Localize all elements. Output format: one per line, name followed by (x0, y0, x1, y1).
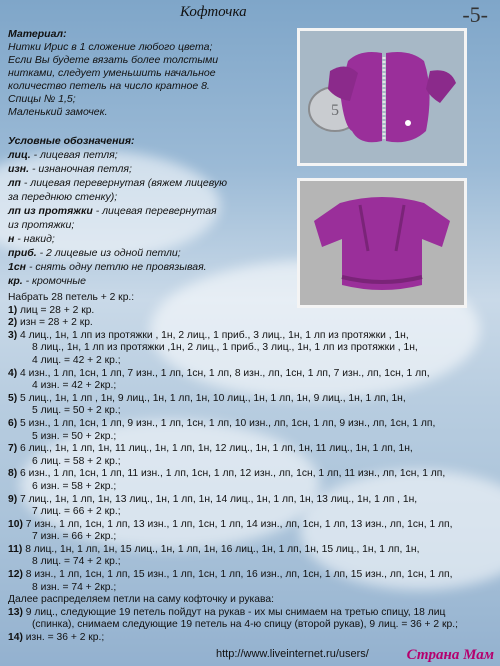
row-number: 12) (8, 569, 26, 581)
legend-item (8, 274, 288, 288)
row-number: 13) (8, 606, 26, 618)
legend-item (8, 162, 288, 176)
legend-item (8, 218, 288, 232)
photo-sweater-with-coin (297, 28, 467, 166)
row-text: 4 лиц., 1н, 1 лп из протяжки , 1н, 2 лиц., 1 приб., 3 лиц., 1н, 1 лп из протяжки , 1н, (20, 329, 409, 341)
legend-item (8, 246, 288, 260)
instruction-row (8, 405, 492, 418)
row-text: 5 изн. = 50 + 2кр.; (32, 430, 117, 442)
instruction-row (8, 506, 492, 519)
legend-term: изн. (8, 163, 30, 175)
row-text: 4 лиц. = 42 + 2 кр.; (32, 354, 121, 366)
materials-line: Если Вы будете вязать более толстыми (8, 54, 219, 66)
materials-line: Спицы № 1,5; (8, 93, 76, 105)
legend-desc: за переднюю стенку); (8, 191, 118, 203)
row-text: 6 лиц. = 58 + 2 кр.; (32, 455, 121, 467)
legend-term: н (8, 233, 15, 245)
instruction-row (8, 619, 492, 632)
row-text: лиц = 28 + 2 кр. (20, 304, 95, 316)
row-text: 8 изн. = 74 + 2кр.; (32, 581, 117, 593)
row-number: 14) (8, 632, 26, 644)
page-number: -5- (462, 2, 488, 27)
legend-desc: - кромочные (22, 275, 86, 287)
row-text: 7 лиц. = 66 + 2 кр.; (32, 506, 121, 518)
row-text: изн. = 36 + 2 кр.; (25, 632, 105, 644)
legend-desc: - лицевая петля; (30, 149, 118, 161)
instruction-row (8, 481, 492, 494)
instruction-row (8, 582, 492, 595)
row-text: 4 изн., 1 лп, 1сн, 1 лп, 7 изн., 1 лп, 1сн, 1 лп, 8 изн., лп, 1сн, 1 лп, 7 изн., лп, 1сн, 1 лп, (20, 367, 430, 379)
instruction-row (8, 494, 492, 507)
row-text: 9 лиц., следующие 19 петель пойдут на рукав - их мы снимаем на третью спицу, 18 лиц (25, 606, 446, 618)
row-number: 10) (8, 518, 26, 530)
instruction-row (8, 607, 492, 620)
instruction-row (8, 468, 492, 481)
materials-line: количество петель на число кратное 8. (8, 80, 210, 92)
row-number: 11) (8, 543, 26, 555)
row-text: 7 лиц., 1н, 1 лп, 1н, 13 лиц., 1н, 1 лп, 1н, 14 лиц., 1н, 1 лп, 1н, 13 лиц., 1н, 1 лп , 1н, (20, 493, 418, 505)
legend-desc: - лицевая перевернутая (вяжем лицевую (20, 177, 228, 189)
instruction-row (8, 431, 492, 444)
row-number: 5) (8, 392, 21, 404)
legend-term: лиц. (8, 149, 31, 161)
instruction-row (8, 456, 492, 469)
legend-desc: - снять одну петлю не провязывая. (26, 261, 207, 273)
instruction-row (8, 531, 492, 544)
row-number: 4) (8, 367, 21, 379)
row-number: 1) (8, 304, 21, 316)
source-url[interactable]: http://www.liveinternet.ru/users/ (216, 648, 369, 660)
row-number: 8) (8, 468, 21, 480)
instruction-row (8, 317, 492, 330)
instruction-row (8, 368, 492, 381)
instruction-row (8, 330, 492, 343)
legend-heading: Условные обозначения: (8, 135, 135, 147)
legend-item (8, 204, 288, 218)
svg-text:5: 5 (331, 102, 339, 119)
row-text: 4 изн. = 42 + 2кр.; (32, 380, 117, 392)
row-number: 3) (8, 329, 21, 341)
legend-term: приб. (8, 247, 37, 259)
legend-desc: - изнаночная петля; (29, 163, 132, 175)
row-number: 9) (8, 493, 21, 505)
instruction-row (8, 569, 492, 582)
instruction-row (8, 443, 492, 456)
row-number: 7) (8, 443, 21, 455)
row-text: 8 лиц., 1н, 1 лп, 1н, 15 лиц., 1н, 1 лп, 1н, 16 лиц., 1н, 1 лп, 1н, 15 лиц., 1н, 1 лп, 1н, (25, 543, 420, 555)
instructions (8, 292, 492, 645)
legend-item (8, 148, 288, 162)
legend-item (8, 176, 288, 190)
legend-item (8, 232, 288, 246)
row-text: 8 лиц. = 74 + 2 кр.; (32, 556, 121, 568)
materials-heading: Материал: (8, 28, 67, 40)
materials-line: нитками, следует уменьшить начальное (8, 67, 216, 79)
legend-term: лп из протяжки (8, 205, 93, 217)
row-text: (спинка), снимаем следующие 19 петель на 4-ю спицу (второй рукав), 9 лиц. = 36 + 2 кр.; (32, 619, 458, 631)
legend-desc: из протяжки; (8, 219, 75, 231)
legend-item (8, 260, 288, 274)
row-number: 6) (8, 417, 21, 429)
row-text: 6 изн. = 58 + 2кр.; (32, 480, 117, 492)
materials-line: Нитки Ирис в 1 сложение любого цвета; (8, 41, 213, 53)
legend-term: лп (8, 177, 21, 189)
legend-item (8, 190, 288, 204)
row-text: 5 лиц., 1н, 1 лп , 1н, 9 лиц., 1н, 1 лп, 1н, 10 лиц., 1н, 1 лп, 1н, 9 лиц., 1н, 1 лп, 1н, (20, 392, 406, 404)
instruction-row (8, 632, 492, 645)
instructions-intro: Набрать 28 петель + 2 кр.: (8, 292, 135, 303)
row-text: изн = 28 + 2 кр. (20, 317, 93, 329)
distribution-note: Далее распределяем петли на саму кофточку и рукава: (8, 594, 274, 606)
instruction-row (8, 418, 492, 431)
row-text: 8 изн., 1 лп, 1сн, 1 лп, 15 изн., 1 лп, 1сн, 1 лп, 16 изн., лп, 1сн, 1 лп, 15 изн., лп, 1сн, 1 лп, (25, 569, 453, 581)
row-text: 8 лиц., 1н, 1 лп из протяжки ,1н, 2 лиц., 1 приб., 3 лиц., 1н, 1 лп из протяжки , 1н, (32, 342, 418, 354)
instruction-row (8, 342, 492, 355)
page-title: Кофточка (180, 4, 247, 20)
row-text: 6 лиц., 1н, 1 лп, 1н, 11 лиц., 1н, 1 лп, 1н, 12 лиц., 1н, 1 лп, 1н, 11 лиц., 1н, 1 лп, 1н, (20, 443, 413, 455)
legend-desc: - лицевая перевернутая (92, 205, 217, 217)
photo-sweater-back (297, 178, 467, 308)
row-text: 7 изн., 1 лп, 1сн, 1 лп, 13 изн., 1 лп, 1сн, 1 лп, 14 изн., лп, 1сн, 1 лп, 13 изн., лп, 1сн, 1 лп, (25, 518, 453, 530)
legend-desc: - накид; (14, 233, 55, 245)
instruction-row (8, 393, 492, 406)
legend-desc: - 2 лицевые из одной петли; (36, 247, 181, 259)
materials-line: Маленький замочек. (8, 106, 108, 118)
instruction-row (8, 305, 492, 318)
instruction-row (8, 380, 492, 393)
row-text: 7 изн. = 66 + 2кр.; (32, 531, 117, 543)
row-text: 5 лиц. = 50 + 2 кр.; (32, 405, 121, 417)
row-text: 5 изн., 1 лп, 1сн, 1 лп, 9 изн., 1 лп, 1сн, 1 лп, 10 изн., лп, 1сн, 1 лп, 9 изн., лп, 1сн, 1 лп, (20, 417, 436, 429)
instruction-row (8, 544, 492, 557)
materials-block (8, 28, 288, 119)
site-logo: Страна Мам (406, 647, 494, 663)
legend-term: кр. (8, 275, 23, 287)
instruction-row (8, 556, 492, 569)
legend-block (8, 134, 288, 288)
row-text: 6 изн., 1 лп, 1сн, 1 лп, 11 изн., 1 лп, 1сн, 1 лп, 12 изн., лп, 1сн, 1 лп, 11 изн., лп, 1сн, 1 лп, (20, 468, 446, 480)
legend-term: 1сн (8, 261, 27, 273)
instruction-row (8, 355, 492, 368)
row-number: 2) (8, 317, 21, 329)
instruction-row (8, 519, 492, 532)
